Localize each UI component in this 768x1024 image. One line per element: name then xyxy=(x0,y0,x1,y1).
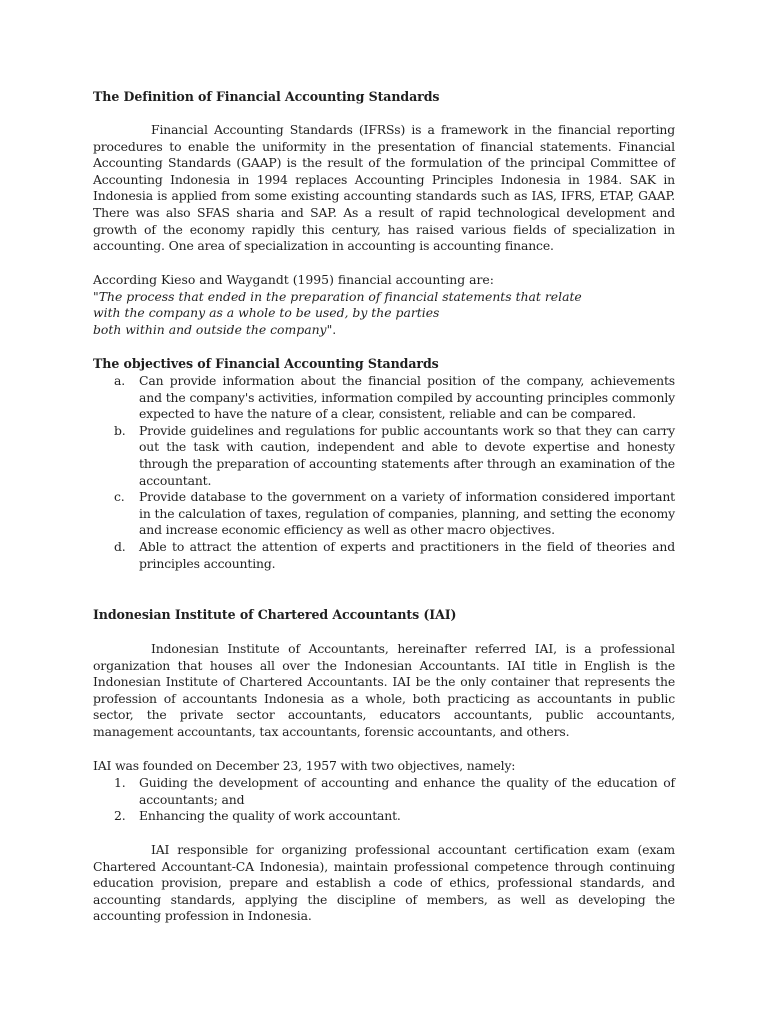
list-item-text: Provide guidelines and regulations for public accountants work so that they can carry out the task with caution, independent and able to devote expertise and honesty through the preparation of accounting statements after through an examination of the accountant. xyxy=(139,422,675,488)
quote-line-3 xyxy=(93,322,675,339)
list-marker: 1. xyxy=(114,775,126,790)
quote-line-2 xyxy=(93,305,675,322)
list-item xyxy=(93,489,675,539)
quote-text-3: both within and outside the company xyxy=(93,321,327,337)
list-item-text: Guiding the development of accounting and enhance the quality of the education of accountants; and xyxy=(139,775,675,807)
list-item xyxy=(93,539,675,572)
iai-objectives-list xyxy=(93,775,675,825)
quote-open-mark: " xyxy=(93,288,99,304)
heading-definition: The Definition of Financial Accounting Standards xyxy=(93,89,440,104)
list-item-text: Enhancing the quality of work accountant. xyxy=(139,808,401,824)
list-item xyxy=(93,775,675,808)
list-marker: d. xyxy=(114,538,126,554)
kieso-quote xyxy=(93,272,675,338)
list-item-text: Provide database to the government on a variety of information considered important in the calculation of taxes, regulation of companies, planning, and setting the economy and increase economic efficiency as well as other macro objectives. xyxy=(139,489,675,538)
heading-objectives: The objectives of Financial Accounting Standards xyxy=(93,356,439,371)
list-item-text: Can provide information about the financial position of the company, achievements and the company's activities, information compiled by accounting principles commonly expected to have the nature of a clear, consistent, reliable and can be compared. xyxy=(139,373,675,422)
list-marker: b. xyxy=(114,422,126,438)
paragraph-iai-responsibilities: IAI responsible for organizing professional accountant certification exam (exam Chartered Accountant-CA Indonesia), maintain professional competence through continuing education provision, prepare and establish a code of ethics, professional standards, and accounting standards, applying the discipline of members, as well as developing the accounting profession in Indonesia. xyxy=(93,842,675,924)
quote-text-2: with the company as a whole to be used, by the parties xyxy=(93,305,440,321)
list-item xyxy=(93,808,675,825)
quote-close-mark: ". xyxy=(326,321,337,337)
objectives-list xyxy=(93,373,675,572)
paragraph-iai: Indonesian Institute of Accountants, hereinafter referred IAI, is a professional organization that houses all over the Indonesian Accountants. IAI title in English is the Indonesian Institute of Chartered Accountants. IAI be the only container that represents the profession of accountants Indonesia as a whole, both practicing as accountants in public sector, the private sector accountants, educators accountants, public accountants, management accountants, tax accountants, forensic accountants, and others. xyxy=(93,641,675,739)
list-item xyxy=(93,373,675,423)
quote-text-1: The process that ended in the preparation of financial statements that relate xyxy=(98,288,582,304)
quote-line-1 xyxy=(93,289,675,306)
heading-iai: Indonesian Institute of Chartered Accountants (IAI) xyxy=(93,607,457,622)
paragraph-founded: IAI was founded on December 23, 1957 with two objectives, namely: xyxy=(93,758,516,773)
list-marker: a. xyxy=(114,373,126,388)
paragraph-definition: Financial Accounting Standards (IFRSs) is a framework in the financial reporting procedures to enable the uniformity in the presentation of financial statements. Financial Accounting Standards (GAAP) is the result of the formulation of the principal Committee of Accounting Indonesia in 1994 replaces Accounting Principles Indonesia in 1984. SAK in Indonesia is applied from some existing accounting standards such as IAS, IFRS, ETAP, GAAP. There was also SFAS sharia and SAP. As a result of rapid technological development and growth of the economy rapidly this century, has raised various fields of specialization in accounting. One area of specialization in accounting is accounting finance. xyxy=(93,122,675,254)
list-item-text: Able to attract the attention of experts and practitioners in the field of theories and principles accounting. xyxy=(139,538,675,571)
list-item xyxy=(93,423,675,489)
list-marker: 2. xyxy=(114,808,126,824)
quote-intro: According Kieso and Waygandt (1995) financial accounting are: xyxy=(93,272,494,287)
list-marker: c. xyxy=(114,489,125,505)
